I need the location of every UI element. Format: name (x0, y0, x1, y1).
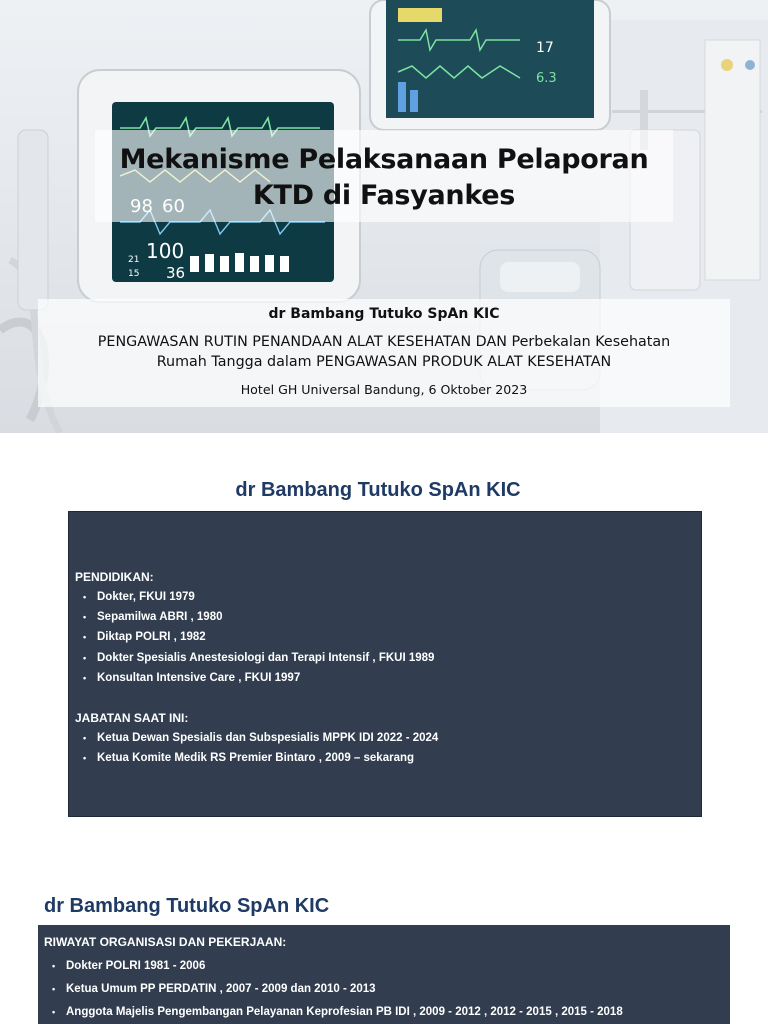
event-line-1: PENGAWASAN RUTIN PENANDAAN ALAT KESEHATAN DAN Perbekalan Kesehatan (97, 334, 671, 350)
bullet-icon: • (83, 672, 87, 683)
monitor-readout-6-3: 6.3 (536, 71, 557, 86)
list-item-text: Dokter POLRI 1981 - 2006 (66, 960, 206, 972)
list-item (83, 668, 701, 688)
position-list (75, 728, 701, 768)
venue-date: Hotel GH Universal Bandung, 6 Oktober 2023 (240, 382, 528, 397)
title-slide (0, 0, 768, 433)
list-item-text: Ketua Umum PP PERDATIN , 2007 - 2009 dan 2010 - 2013 (66, 983, 376, 995)
title-line-1: Mekanisme Pelaksanaan Pelaporan (119, 144, 649, 175)
list-item (83, 748, 701, 768)
list-item-text: Konsultan Intensive Care , FKUI 1997 (97, 671, 301, 684)
monitor-readout-100: 100 (146, 239, 185, 263)
bullet-icon: • (52, 984, 56, 994)
presentation-title (95, 142, 673, 214)
list-item (83, 607, 701, 627)
monitor-readout-17: 17 (536, 40, 554, 56)
bullet-icon: • (83, 632, 87, 643)
monitor-readout-21: 21 (128, 255, 140, 265)
list-item-text: Ketua Dewan Spesialis dan Subspesialis MPPK IDI 2022 - 2024 (97, 732, 439, 745)
list-item (52, 955, 730, 978)
bullet-icon: • (83, 733, 87, 744)
list-item (52, 978, 730, 1001)
list-item-text: Dokter, FKUI 1979 (97, 591, 195, 603)
bullet-icon: • (83, 592, 87, 602)
title-line-2: KTD di Fasyankes (252, 180, 516, 211)
list-item-text: Anggota Majelis Pengembangan Pelayanan Keprofesian PB IDI , 2009 - 2012 , 2012 - 2015 , 2015 - 2018 (66, 1006, 623, 1018)
cv-slide-title: dr Bambang Tutuko SpAn KIC (235, 479, 521, 501)
history-heading: RIWAYAT ORGANISASI DAN PEKERJAAN: (44, 935, 287, 949)
list-item (83, 587, 701, 607)
section-spacer (75, 688, 701, 708)
bullet-icon: • (83, 753, 87, 764)
history-slide-title: dr Bambang Tutuko SpAn KIC (44, 895, 330, 917)
monitor-readout-15: 15 (128, 269, 140, 279)
list-item-text: Ketua Komite Medik RS Premier Bintaro , 2009 – sekarang (97, 752, 415, 765)
bullet-icon: • (83, 652, 87, 663)
cv-panel (68, 511, 702, 817)
list-item-text: Dokter Spesialis Anestesiologi dan Terapi Intensif , FKUI 1989 (97, 651, 435, 664)
list-item (83, 728, 701, 748)
patient-monitor-right (370, 0, 610, 130)
list-item-text: Sepamilwa ABRI , 1980 (97, 611, 223, 624)
bullet-icon: • (52, 961, 56, 971)
bullet-icon: • (52, 1007, 56, 1017)
list-item (83, 627, 701, 647)
position-heading: JABATAN SAAT INI: (75, 711, 189, 726)
education-heading: PENDIDIKAN: (75, 570, 154, 584)
event-line-2: Rumah Tangga dalam PENGAWASAN PRODUK ALAT KESEHATAN (156, 354, 612, 370)
event-name (48, 332, 720, 372)
list-item (83, 648, 701, 668)
history-list (44, 955, 730, 1024)
list-item-text: Diktap POLRI , 1982 (97, 631, 206, 644)
presenter-name: dr Bambang Tutuko SpAn KIC (268, 306, 500, 322)
education-list (75, 587, 701, 688)
list-item (52, 1001, 730, 1024)
monitor-readout-36: 36 (166, 264, 186, 282)
bullet-icon: • (83, 612, 87, 623)
history-panel (38, 925, 730, 1024)
